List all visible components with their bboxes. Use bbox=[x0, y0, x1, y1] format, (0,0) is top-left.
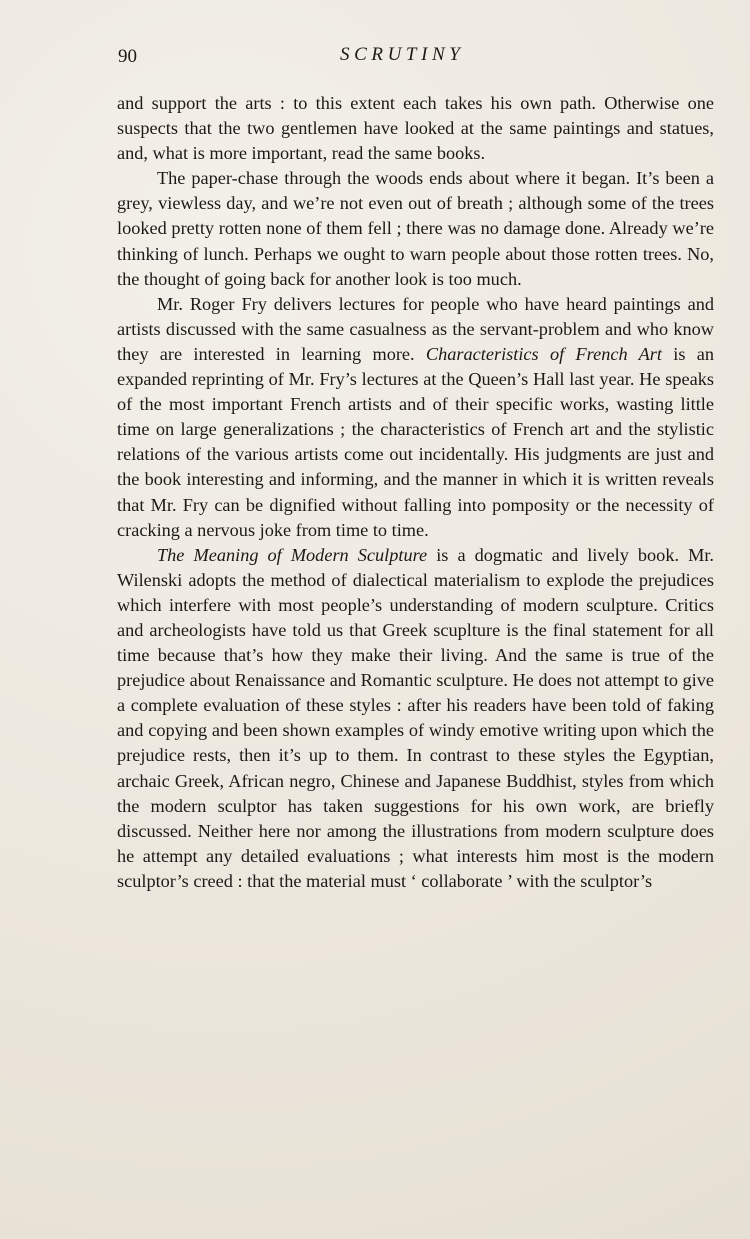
paragraph-text: is a dogmatic and lively book. Mr. Wilenski adopts the method of dialectical materialism to explode the prejudices which interfere with most people’s understanding of modern sculpture. Critics and archeologists have told us that Greek scuplture is the final statement for all time because that’s how they make their living. And the same is true of the prejudice about Renaissance and Romantic sculpture. He does not attempt to give a complete evaluation of these styles : after his readers have been told of faking and copying and been shown examples of windy emotive writing upon which the prejudice rests, then it’s up to them. In contrast to these styles the Egyptian, archaic Greek, African negro, Chinese and Japanese Buddhist, styles from which the modern sculptor has taken suggestions for his own work, are briefly discussed. Neither here nor among the illustrations from modern sculpture does he attempt any detailed evaluations ; what interests him most is the modern sculptor’s creed : that the material must ‘ collaborate ’ with the sculptor’s bbox=[117, 544, 715, 891]
paragraph-text: is an expanded reprinting of Mr. Fry’s lectures at the Queen’s Hall last year. He speaks of the most important French artists and of their specific works, wasting little time on large generalizations ; the characteristics of French art and the stylistic relations of the various artists come out incidentally. His judgments are just and the book interesting and informing, and the manner in which it is written reveals that Mr. Fry can be dignified without falling into pomposity or the necessity of cracking a nervous joke from time to time. bbox=[117, 343, 714, 540]
paragraph bbox=[117, 91, 714, 166]
body-text bbox=[117, 91, 714, 894]
page-header bbox=[117, 40, 714, 74]
paragraph bbox=[117, 543, 714, 894]
paragraph-text: The paper-chase through the woods ends about where it began. It’s been a grey, viewless day, and we’re not even out of breath ; although some of the trees looked pretty rotten none of them fell ; there was no damage done. Already we’re thinking of lunch. Perhaps we ought to warn people about those rotten trees. No, the thought of going back for another look is too much. bbox=[117, 168, 714, 289]
book-title: Characteristics of French Art bbox=[425, 343, 662, 364]
paragraph bbox=[117, 166, 714, 291]
paragraph-text: Mr. Roger Fry delivers lectures for people who have heard paintings and artists discussed with the same casualness as the servant-problem and who know they are interested in learning more. bbox=[117, 293, 714, 364]
paragraph bbox=[117, 292, 714, 543]
page-number: 90 bbox=[118, 46, 137, 67]
paragraph-text: and support the arts : to this extent each takes his own path. Otherwise one suspects that the two gentlemen have looked at the same paintings and statues, and, what is more important, read the same books. bbox=[117, 93, 714, 164]
book-title: The Meaning of Modern Sculpture bbox=[157, 544, 428, 565]
running-title: SCRUTINY bbox=[340, 44, 465, 65]
book-page bbox=[117, 40, 714, 894]
